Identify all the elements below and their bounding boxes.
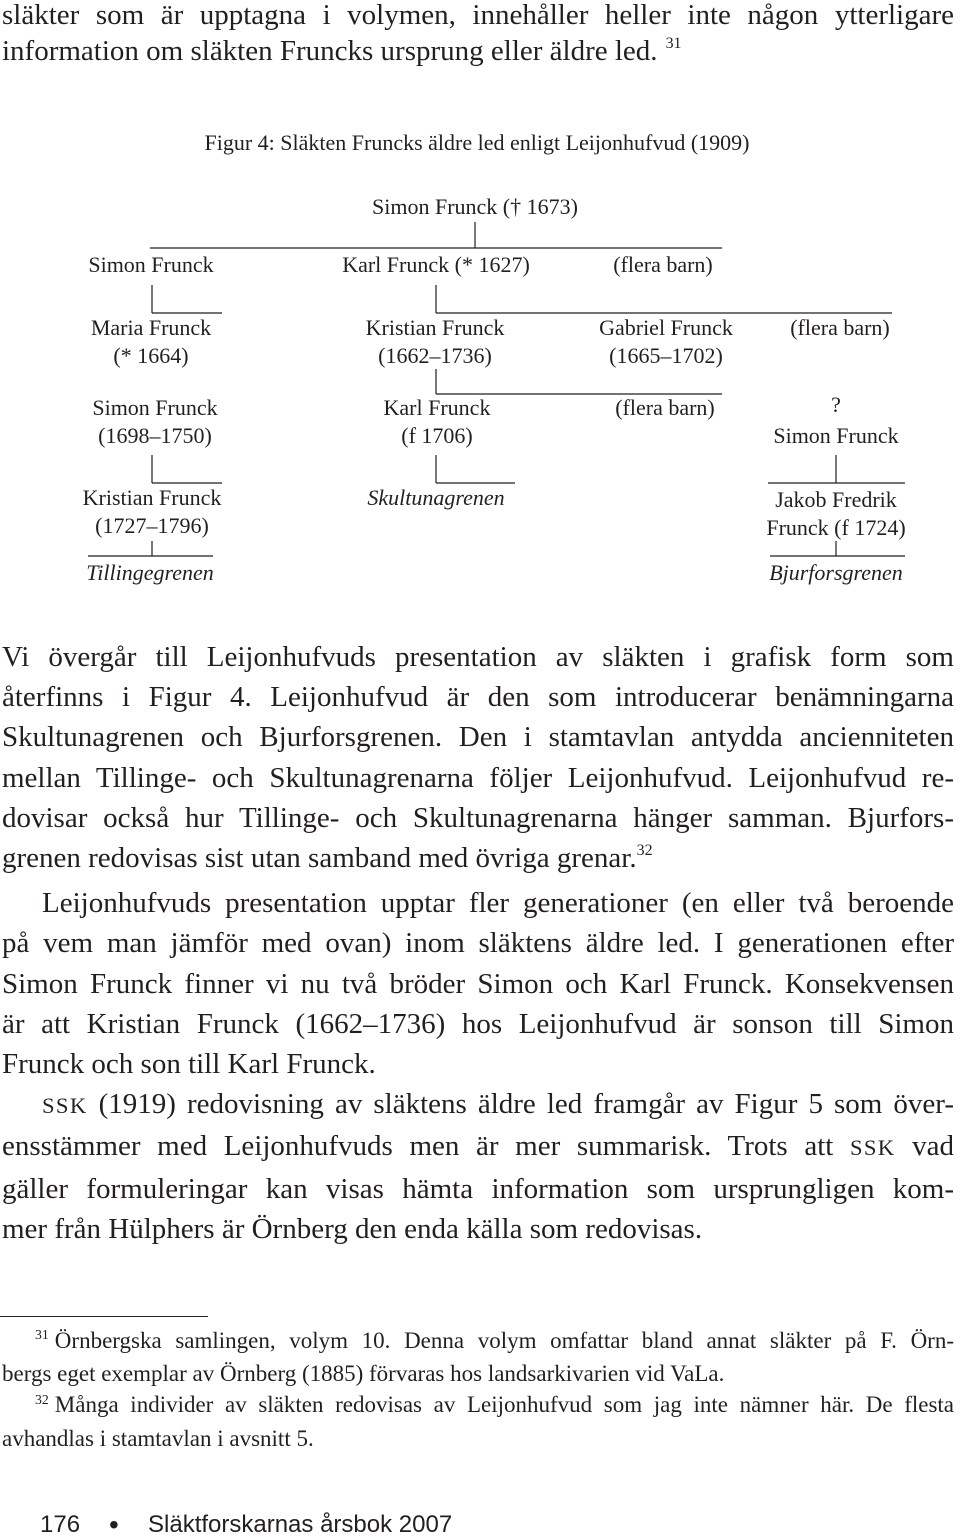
tree-node-simon-frunck-1698 <box>35 394 275 449</box>
tree-node-flera-barn <box>543 251 783 279</box>
body-text-line: gäller formuleringar kan visas hämta information som ursprungligen kom- <box>2 1172 954 1205</box>
body-text-line: Skultunagrenen och Bjurforsgrenen. Den i stamtavlan antydda ancienniteten <box>2 721 954 754</box>
tree-node-dates: (* 1664) <box>113 342 189 368</box>
page-number: 176 <box>40 1511 81 1538</box>
footnote-reference: 31 <box>665 35 682 53</box>
body-text-line <box>2 1084 954 1126</box>
tree-node-dates: (1665–1702) <box>609 342 723 368</box>
paragraph-3 <box>2 1084 954 1249</box>
tree-node-simon-frunck-d1673 <box>355 193 595 221</box>
tree-node-kristian-frunck-1662 <box>315 314 555 369</box>
body-text-segment: vad <box>895 1130 954 1163</box>
tree-node-karl-frunck-b1627 <box>316 251 556 279</box>
body-text-segment: ensstämmer med Leijonhufvuds men är mer summarisk. Trots att <box>2 1130 850 1163</box>
tree-node-name: Gabriel Frunck <box>599 315 733 340</box>
tree-node-maria-frunck <box>31 314 271 369</box>
body-text-line: släkter som är upptagna i volymen, innehåller heller inte någon ytterligare <box>2 0 954 31</box>
footnote-line: avhandlas i stamtavlan i avsnitt 5. <box>2 1425 314 1451</box>
tree-node-kristian-frunck-1727 <box>32 484 272 539</box>
tree-node-name-cont: Frunck (f 1724) <box>766 514 906 540</box>
tree-node-name: (flera barn) <box>790 315 890 340</box>
tree-node-name: (flera barn) <box>615 395 715 420</box>
tree-branch-skultunagrenen <box>316 484 556 512</box>
tree-branch-tillingegrenen <box>30 559 270 587</box>
tree-branch-label: Tillingegrenen <box>86 560 214 585</box>
tree-branch-bjurforsgrenen <box>716 559 956 587</box>
page-footer <box>0 1509 960 1540</box>
footnote-number: 31 <box>35 1327 49 1343</box>
tree-node-karl-frunck-b1706 <box>317 394 557 449</box>
footnote-number: 32 <box>35 1391 49 1407</box>
tree-node-name: Kristian Frunck <box>365 315 505 340</box>
tree-node-dates: (1662–1736) <box>378 342 492 368</box>
footnote-separator <box>0 1316 208 1317</box>
tree-node-flera-barn <box>720 314 960 342</box>
tree-node-name: Jakob Fredrik <box>775 487 897 512</box>
tree-node-jakob-fredrik-frunck <box>716 486 956 541</box>
tree-node-name: Simon Frunck († 1673) <box>372 194 578 219</box>
paragraph-2 <box>2 883 954 1084</box>
body-text: information om släkten Fruncks ursprung eller äldre led. <box>2 35 658 67</box>
tree-node-name: Karl Frunck <box>383 395 491 420</box>
tree-node-dates: (f 1706) <box>401 422 473 448</box>
body-text-line: Simon Frunck finner vi nu två bröder Simon och Karl Frunck. Konsekvensen <box>2 967 954 1000</box>
abbreviation-ssk: SSK <box>42 1093 88 1119</box>
tree-node-name: Maria Frunck <box>90 315 212 340</box>
tree-branch-label: Bjurforsgrenen <box>769 560 903 585</box>
footnote-31 <box>2 1326 954 1390</box>
footnote-line <box>2 1390 954 1424</box>
tree-node-uncertain-mark: ? <box>831 392 841 417</box>
body-text-line: Frunck och son till Karl Frunck. <box>2 1048 376 1081</box>
publication-title: Släktforskarnas årsbok 2007 <box>148 1511 453 1538</box>
footnote-32 <box>2 1390 954 1454</box>
body-text-segment: (1919) redovisning av släktens äldre led framgår av Figur 5 som över- <box>87 1088 954 1121</box>
tree-node-name: Simon Frunck <box>773 422 899 448</box>
body-text-line: dovisar också hur Tillinge- och Skultunagrenarna hänger samman. Bjurfors- <box>2 801 954 834</box>
paragraph-1 <box>2 637 954 883</box>
footnote-reference: 32 <box>636 842 653 860</box>
tree-node-simon-frunck <box>31 251 271 279</box>
abbreviation-ssk: SSK <box>849 1135 896 1161</box>
footnote-line <box>2 1326 954 1360</box>
tree-node-name: Kristian Frunck <box>82 485 222 510</box>
body-text-line: återfinns i Figur 4. Leijonhufvud är den som introducerar benämningarna <box>2 681 954 714</box>
body-text-line <box>2 838 954 883</box>
footnotes <box>2 1326 954 1455</box>
body-text-line: mer från Hülphers är Örnberg den enda källa som redovisas. <box>2 1212 703 1245</box>
footnote-text: Många individer av släkten redovisas av Leijonhufvud som jag inte nämner här. De flesta <box>54 1392 954 1418</box>
footnote-line: bergs eget exemplar av Örnberg (1885) förvaras hos landsarkivarien vid VaLa. <box>2 1361 725 1387</box>
body-text-line: Vi övergår till Leijonhufvuds presentation av släkten i grafisk form som <box>2 641 954 673</box>
body-text-line: Leijonhufvuds presentation upptar fler generationer (en eller två beroende <box>42 887 954 920</box>
footnote-text: Örnbergska samlingen, volym 10. Denna volym omfattar bland annat släkter på F. Örn- <box>54 1327 954 1353</box>
tree-branch-label: Skultunagrenen <box>367 485 505 510</box>
body-text-line: mellan Tillinge- och Skultunagrenarna följer Leijonhufvud. Leijonhufvud re- <box>2 761 954 794</box>
body-text-line: på vem man jämför med ovan) inom släktens äldre led. I generationen efter <box>2 927 954 960</box>
tree-node-simon-frunck-uncertain <box>716 391 956 449</box>
body-text <box>2 637 954 1249</box>
bullet-separator: • <box>109 1509 119 1540</box>
tree-node-name: Karl Frunck (* 1627) <box>342 252 530 277</box>
tree-node-name: (flera barn) <box>613 252 713 277</box>
figure-caption: Figur 4: Släkten Fruncks äldre led enligt Leijonhufvud (1909) <box>204 130 750 155</box>
tree-node-name: Simon Frunck <box>92 395 218 420</box>
tree-node-dates: (1698–1750) <box>98 422 212 448</box>
body-text-line <box>2 1126 954 1168</box>
tree-node-dates: (1727–1796) <box>95 512 209 538</box>
body-text-line: är att Kristian Frunck (1662–1736) hos Leijonhufvud är sonson till Simon <box>2 1007 954 1040</box>
tree-node-name: Simon Frunck <box>88 252 214 277</box>
body-text-segment: grenen redovisas sist utan samband med övriga grenar. <box>2 842 637 875</box>
